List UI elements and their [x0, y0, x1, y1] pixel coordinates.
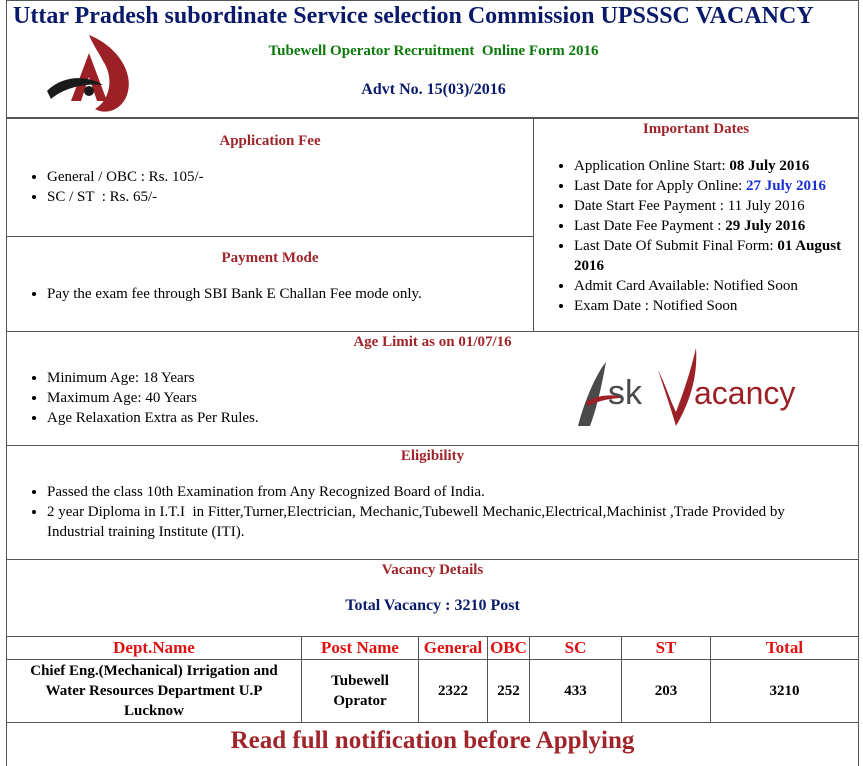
column-header: Total [711, 637, 859, 660]
vacancy-box [6, 559, 859, 637]
eligibility-heading: Eligibility [400, 448, 465, 464]
date-label: Last Date Fee Payment : [574, 218, 726, 234]
list-item: • Maximum Age: 40 Years [47, 388, 858, 408]
application-fee-box [6, 118, 534, 237]
payment-mode-heading: Payment Mode [221, 250, 319, 266]
column-header: ST [622, 637, 711, 660]
eligibility-list [7, 482, 858, 542]
date-label: Date Start Fee Payment : [574, 198, 728, 214]
sc-cell: 433 [530, 660, 622, 723]
list-item: • SC / ST : Rs. 65/- [47, 187, 533, 207]
dept-name-cell: Chief Eng.(Mechanical) Irrigation and Water Resources Department U.P Lucknow [7, 660, 302, 723]
date-item [574, 196, 848, 216]
date-label: Last Date for Apply Online: [574, 178, 747, 194]
date-item [574, 276, 848, 296]
date-value: Notified Soon [652, 298, 738, 314]
column-header: OBC [488, 637, 530, 660]
total-cell: 3210 [711, 660, 859, 723]
st-cell: 203 [622, 660, 711, 723]
table-header-row [7, 637, 859, 660]
svg-text:sk: sk [608, 374, 642, 412]
date-item [574, 216, 848, 236]
list-item: • Age Relaxation Extra as Per Rules. [47, 408, 858, 428]
list-item: • Minimum Age: 18 Years [47, 368, 858, 388]
footer-box [6, 722, 859, 766]
date-value: 11 July 2016 [727, 198, 805, 214]
date-label: Exam Date : [574, 298, 653, 314]
column-header: SC [530, 637, 622, 660]
post-name-cell: Tubewell Oprator [302, 660, 419, 723]
date-value: 29 July 2016 [725, 218, 806, 234]
recruitment-subtitle: Tubewell Operator Recruitment Online Form 2016 [268, 43, 599, 59]
age-limit-box [6, 331, 859, 446]
date-label: Last Date Of Submit Final Form: [574, 238, 778, 254]
list-item: • 2 year Diploma in I.T.I in Fitter,Turner,Electrician, Mechanic,Tubewell Mechanic,Electrical,Machinist ,Trade Provided by Industrial training Institute (ITI). [47, 502, 838, 542]
important-dates-heading: Important Dates [642, 121, 750, 137]
age-limit-heading: Age Limit as on 01/07/16 [353, 334, 512, 350]
date-value: 08 July 2016 [729, 158, 810, 174]
date-item [574, 296, 848, 316]
list-item: • Pay the exam fee through SBI Bank E Challan Fee mode only. [47, 284, 533, 304]
list-item: • General / OBC : Rs. 105/- [47, 167, 533, 187]
column-header: Dept.Name [7, 637, 302, 660]
table-row [7, 660, 859, 723]
date-value: 27 July 2016 [746, 178, 827, 194]
page-title: Uttar Pradesh subordinate Service selection Commission UPSSSC VACANCY [13, 3, 814, 29]
vacancy-table [6, 636, 859, 723]
header-box [6, 0, 859, 118]
read-notification-notice: Read full notification before Applying [230, 727, 635, 754]
date-item [574, 176, 848, 196]
advt-number: Advt No. 15(03)/2016 [361, 81, 506, 98]
eligibility-box [6, 445, 859, 560]
date-item [574, 156, 848, 176]
askvacancy-logo [572, 344, 802, 434]
important-dates-list [534, 156, 858, 316]
payment-mode-list [7, 284, 533, 304]
important-dates-box [533, 118, 859, 332]
list-item: • Passed the class 10th Examination from Any Recognized Board of India. [47, 482, 838, 502]
date-label: Application Online Start: [574, 158, 730, 174]
obc-cell: 252 [488, 660, 530, 723]
column-header: Post Name [302, 637, 419, 660]
application-fee-list [7, 167, 533, 207]
general-cell: 2322 [419, 660, 488, 723]
date-value: 01 August 2016 [574, 238, 842, 274]
total-vacancy: Total Vacancy : 3210 Post [345, 597, 520, 614]
column-header: General [419, 637, 488, 660]
svg-text:acancy: acancy [694, 375, 796, 411]
vacancy-heading: Vacancy Details [381, 562, 484, 578]
application-fee-heading: Application Fee [219, 133, 321, 149]
date-value: Notified Soon [713, 278, 798, 294]
payment-mode-box [6, 236, 534, 332]
date-label: Admit Card Available: [574, 278, 714, 294]
date-item [574, 236, 848, 276]
